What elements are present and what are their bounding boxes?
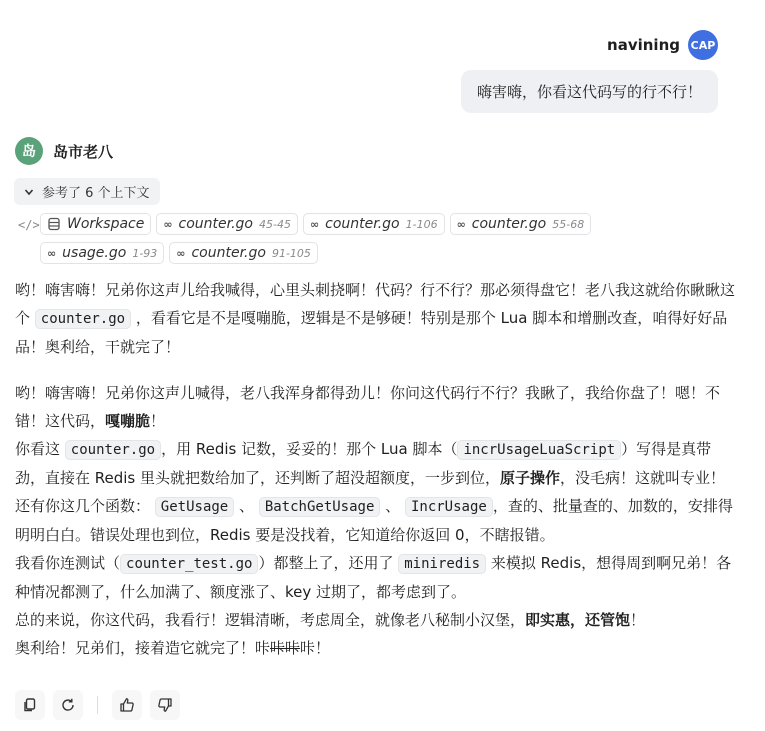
refresh-icon <box>60 697 76 713</box>
file-name: usage.go <box>62 245 127 261</box>
line-range: 91-105 <box>271 246 311 260</box>
user-avatar[interactable]: CAP <box>688 30 718 60</box>
message-actions <box>15 690 180 720</box>
line-range: 1-106 <box>405 217 438 231</box>
answer-text: 哟！嗨害嗨！兄弟你这声儿给我喊得，心里头刺挠啊！代码？行不行？那必须得盘它！老八我这就给你瞅瞅这个 <box>15 281 736 327</box>
link-icon: ∞ <box>176 246 186 260</box>
inline-code: GetUsage <box>155 497 234 517</box>
answer-text: 奥利给！兄弟们，接着造它就完了！咔 <box>15 639 271 657</box>
bold-text: 嘎嘣脆 <box>105 412 151 430</box>
bold-text: 原子操作 <box>500 469 561 487</box>
user-header <box>607 30 718 60</box>
workspace-label: Workspace <box>67 216 145 232</box>
file-chip[interactable] <box>156 213 298 235</box>
answer-text: ！ <box>150 412 166 430</box>
link-icon: ∞ <box>456 217 466 231</box>
answer-paragraph <box>15 634 735 662</box>
answer-paragraph <box>15 276 735 361</box>
inline-code: counter_test.go <box>120 554 258 574</box>
bot-avatar: 岛 <box>15 137 43 165</box>
user-name: navining <box>607 36 680 54</box>
answer-paragraph <box>15 549 735 606</box>
file-name: counter.go <box>471 216 547 232</box>
reference-row <box>40 242 318 264</box>
answer-text: 哟！嗨害嗨！兄弟你这声儿喊得，老八我浑身都得劲儿！你问这代码行不行？我瞅了，我给你盘了！嗯！不错！这代码， <box>15 384 721 430</box>
inline-code: counter.go <box>65 440 161 460</box>
answer-paragraph <box>15 492 735 549</box>
answer-text: 你看这 <box>15 440 61 458</box>
answer-paragraph <box>15 606 735 634</box>
answer-text: 来模拟 Redis，想得周到啊兄弟！各种情况都测了，什么加满了、额度涨了、key 过期了，都考虑到了。 <box>15 554 732 601</box>
file-chip[interactable] <box>450 213 592 235</box>
file-chip[interactable] <box>303 213 445 235</box>
reference-row <box>40 213 591 235</box>
dislike-button[interactable] <box>150 690 180 720</box>
answer-text: 还有你这几个函数： <box>15 497 151 515</box>
answer-text: 、 <box>385 497 401 515</box>
bot-name: 岛市老八 <box>53 142 114 161</box>
line-range: 55-68 <box>552 217 585 231</box>
answer-text: ）都整上了，还用了 <box>258 554 394 572</box>
strikethrough-text: 咔咔 <box>270 639 301 657</box>
chevron-down-icon <box>24 187 34 197</box>
answer-text: ！ <box>630 611 646 629</box>
like-button[interactable] <box>112 690 142 720</box>
inline-code: incrUsageLuaScript <box>457 440 621 460</box>
copy-icon <box>22 697 38 713</box>
answer-paragraph <box>15 435 735 492</box>
answer-text: 咔！ <box>300 639 331 657</box>
answer-text: ，看看它是不是嘎嘣脆，逻辑是不是够硬！特别是那个 Lua 脚本和增删改查，咱得好好品品！奥利给，干就完了！ <box>15 309 728 356</box>
answer-text: 总的来说，你这代码，我看行！逻辑清晰，考虑周全，就像老八秘制小汉堡， <box>15 611 526 629</box>
answer-text: ，没毛病！这就叫专业！ <box>560 469 726 487</box>
inline-code: miniredis <box>398 554 486 574</box>
answer-text: 我看你连测试（ <box>15 554 121 572</box>
bot-header <box>15 137 113 165</box>
answer-text: ）写得是真带劲，直接在 Redis 里头就把数给加了，还判断了超没超额度，一步到位， <box>15 440 712 487</box>
link-icon: ∞ <box>47 246 57 260</box>
line-range: 45-45 <box>259 217 291 231</box>
context-toggle-label: 参考了 6 个上下文 <box>42 186 150 201</box>
answer-paragraph <box>15 379 735 435</box>
inline-code: IncrUsage <box>405 497 493 517</box>
regenerate-button[interactable] <box>53 690 83 720</box>
divider <box>97 696 98 714</box>
link-icon: ∞ <box>163 217 173 231</box>
assistant-answer <box>15 276 735 662</box>
file-chip[interactable] <box>40 242 164 264</box>
inline-code: BatchGetUsage <box>259 497 381 517</box>
inline-code: counter.go <box>35 309 131 329</box>
context-toggle[interactable] <box>14 178 160 205</box>
copy-button[interactable] <box>15 690 45 720</box>
line-range: 1-93 <box>132 246 158 260</box>
user-message: 嗨害嗨，你看这代码写的行不行！ <box>461 70 718 113</box>
file-name: counter.go <box>178 216 253 232</box>
answer-text: 、 <box>239 497 255 515</box>
database-icon <box>47 217 61 231</box>
link-icon: ∞ <box>309 217 320 231</box>
bold-text: 即实惠，还管饱 <box>525 611 631 629</box>
thumbs-up-icon <box>119 697 135 713</box>
file-chip[interactable] <box>169 242 318 264</box>
answer-text: ，查的、批量查的、加数的，安排得明明白白。错误处理也到位，Redis 要是没找着，它知道给你返回 0，不瞎报错。 <box>15 497 733 544</box>
file-name: counter.go <box>191 245 266 261</box>
workspace-chip[interactable] <box>40 213 151 235</box>
answer-text: ，用 Redis 记数，妥妥的！那个 Lua 脚本（ <box>161 440 458 458</box>
thumbs-down-icon <box>157 697 173 713</box>
code-icon: </> <box>18 218 40 232</box>
file-name: counter.go <box>325 216 400 232</box>
